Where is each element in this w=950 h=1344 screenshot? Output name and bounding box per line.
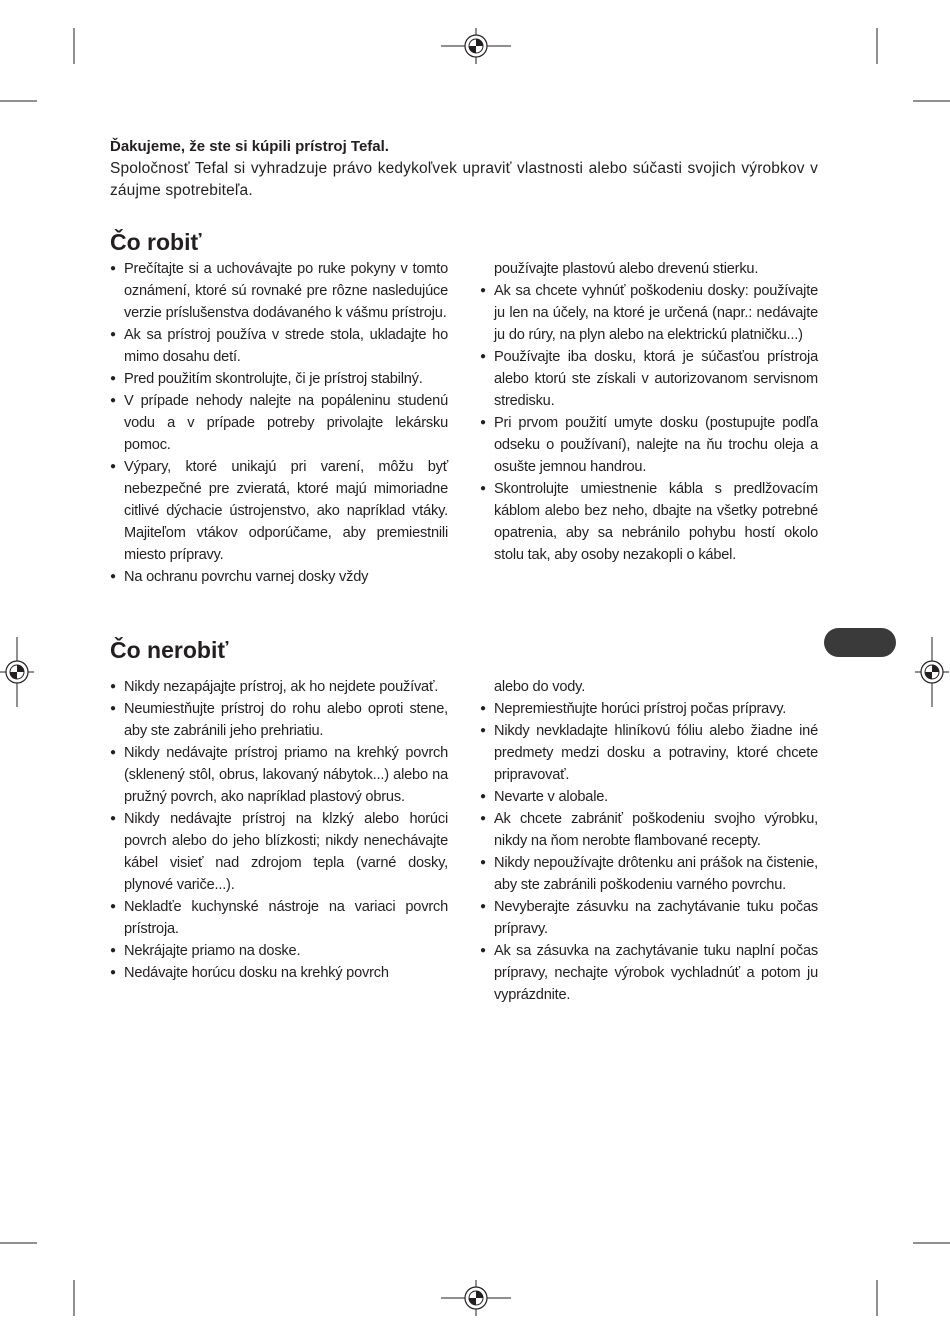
language-tab-marker xyxy=(824,628,896,657)
list-item: ● Ak sa prístroj používa v strede stola, ukladajte ho mimo dosahu detí. xyxy=(110,324,448,368)
list-item: ● Ak sa chcete vyhnúť poškodeniu dosky: používajte ju len na účely, na ktoré je určená (napr.: nedávajte ju do rúry, na plyn alebo na elektrickú platničku...) xyxy=(480,280,818,346)
registration-mark-left xyxy=(0,637,34,707)
list-item: ● Nevyberajte zásuvku na zachytávanie tuku počas prípravy. xyxy=(480,896,818,940)
list-item: ● Nekladťe kuchynské nástroje na variaci povrch prístroja. xyxy=(110,896,448,940)
list-item: ● Ak sa zásuvka na zachytávanie tuku naplní počas prípravy, nechajte výrobok vychladnúť a potom ju vyprázdnite. xyxy=(480,940,818,1006)
list-item: ● Na ochranu povrchu varnej dosky vždy xyxy=(110,566,448,588)
intro-text: Spoločnosť Tefal si vyhradzuje právo kedykoľvek upraviť vlastnosti alebo súčasti svojich výrobkov v záujme spotrebiteľa. xyxy=(110,160,818,199)
registration-mark-bottom xyxy=(441,1280,511,1316)
list-item: ● Výpary, ktoré unikajú pri varení, môžu byť nebezpečné pre zvieratá, ktoré majú mimoriadne citlivé dýchacie ústrojenstvo, ako napríklad vtáky. Majiteľom vtákov odporúčame, aby premiestnili miesto prípravy. xyxy=(110,456,448,566)
list-item: ● Ak chcete zabrániť poškodeniu svojho výrobku, nikdy na ňom nerobte flambované recepty. xyxy=(480,808,818,852)
do-list-right xyxy=(480,258,818,566)
list-item: ● Nikdy nedávajte prístroj na klzký alebo horúci povrch alebo do jeho blízkosti; nikdy nenechávajte kábel visieť nad zdrojom tepla (varné dosky, plynové variče...). xyxy=(110,808,448,896)
registration-mark-top xyxy=(441,28,511,64)
dont-section-heading: Čo nerobiť xyxy=(110,637,229,663)
list-item: ● Neumiestňujte prístroj do rohu alebo oproti stene, aby ste zabránili jeho prehriatiu. xyxy=(110,698,448,742)
dont-list-left xyxy=(110,676,448,984)
list-item: ● Nevarte v alobale. xyxy=(480,786,818,808)
list-item: ● Skontrolujte umiestnenie kábla s predlžovacím káblom alebo bez neho, dbajte na všetky potrebné opatrenia, aby sa nebránilo pohybu hostí okolo stolu tak, aby osoby nezakopli o kábel. xyxy=(480,478,818,566)
intro xyxy=(110,136,818,202)
list-item: ● Prečítajte si a uchovávajte po ruke pokyny v tomto oznámení, ktoré sú rovnaké pre rôzne nasledujúce verzie príslušenstva dodávaného k vášmu prístroju. xyxy=(110,258,448,324)
do-section-heading: Čo robiť xyxy=(110,229,202,255)
list-item: ● Pri prvom použití umyte dosku (postupujte podľa odseku o používaní), nalejte na ňu trochu oleja a osušte jemnou handrou. xyxy=(480,412,818,478)
list-item: ● Nikdy nezapájajte prístroj, ak ho nejdete používať. xyxy=(110,676,448,698)
list-item: ● Nikdy nevkladajte hliníkovú fóliu alebo žiadne iné predmety medzi dosku a potraviny, ktoré chcete pripravovať. xyxy=(480,720,818,786)
do-list-left xyxy=(110,258,448,588)
list-item: ● Nedávajte horúcu dosku na krehký povrch xyxy=(110,962,448,984)
registration-mark-right xyxy=(915,637,949,707)
intro-title: Ďakujeme, že ste si kúpili prístroj Tefal. xyxy=(110,138,389,155)
list-item-continuation: používajte plastovú alebo drevenú stierku. xyxy=(494,261,759,277)
list-item: ● Nikdy nepoužívajte drôtenku ani prášok na čistenie, aby ste zabránili poškodeniu varného povrchu. xyxy=(480,852,818,896)
list-item: ● Nepremiestňujte horúci prístroj počas prípravy. xyxy=(480,698,818,720)
list-item-continuation: alebo do vody. xyxy=(494,679,586,695)
list-item: ● Používajte iba dosku, ktorá je súčasťou prístroja alebo ktorú ste získali v autorizovanom servisnom stredisku. xyxy=(480,346,818,412)
list-item: ● Nikdy nedávajte prístroj priamo na krehký povrch (sklenený stôl, obrus, lakovaný nábytok...) alebo na pružný povrch, ako napríklad plastový obrus. xyxy=(110,742,448,808)
list-item: ● Nekrájajte priamo na doske. xyxy=(110,940,448,962)
list-item: ● Pred použitím skontrolujte, či je prístroj stabilný. xyxy=(110,368,448,390)
dont-list-right xyxy=(480,676,818,1006)
list-item: ● V prípade nehody nalejte na popáleninu studenú vodu a v prípade potreby privolajte lekársku pomoc. xyxy=(110,390,448,456)
